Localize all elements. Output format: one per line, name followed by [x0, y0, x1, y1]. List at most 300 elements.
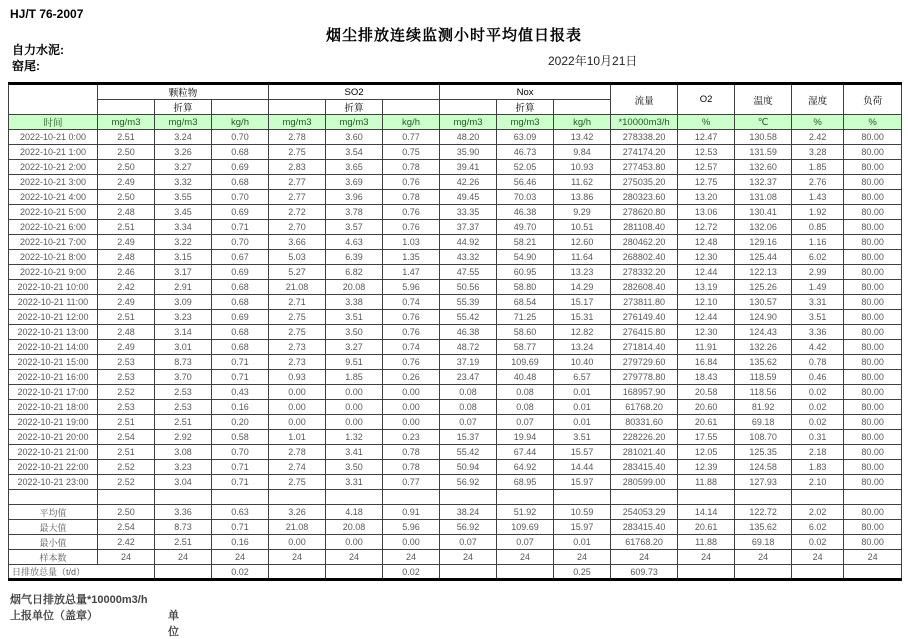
summary-value-cell: 20.08 [326, 520, 383, 535]
value-cell: 15.97 [554, 475, 611, 490]
value-cell: 0.75 [383, 145, 440, 160]
daily-total-value-cell [678, 565, 735, 580]
value-cell: 67.44 [497, 445, 554, 460]
footer-line [10, 607, 179, 638]
daily-total-value-cell [497, 565, 554, 580]
value-cell: 2.54 [98, 430, 155, 445]
value-cell: 0.93 [269, 370, 326, 385]
value-cell: 0.00 [383, 400, 440, 415]
summary-value-cell: 0.16 [212, 535, 269, 550]
value-cell: 2.48 [98, 250, 155, 265]
time-cell: 2022-10-21 13:00 [9, 325, 98, 340]
value-cell: 2.92 [155, 430, 212, 445]
value-cell: 3.28 [792, 145, 844, 160]
value-cell: 80.00 [844, 400, 902, 415]
value-cell: 0.00 [326, 385, 383, 400]
time-cell: 2022-10-21 7:00 [9, 235, 98, 250]
empty-cell [678, 490, 735, 505]
value-cell: 3.60 [326, 130, 383, 145]
standard-code: HJ/T 76-2007 [10, 7, 84, 21]
data-row [9, 175, 902, 190]
value-cell: 17.55 [678, 430, 735, 445]
value-cell: 6.39 [326, 250, 383, 265]
value-cell: 0.76 [383, 205, 440, 220]
col-humidity: 湿度 [792, 84, 844, 115]
col-flow: 流量 [611, 84, 678, 115]
value-cell: 1.35 [383, 250, 440, 265]
value-cell: 37.37 [440, 220, 497, 235]
value-cell: 2.78 [269, 130, 326, 145]
value-cell: 118.59 [735, 370, 792, 385]
value-cell: 280462.20 [611, 235, 678, 250]
value-cell: 276415.80 [611, 325, 678, 340]
blank-cell [212, 100, 269, 115]
value-cell: 0.76 [383, 175, 440, 190]
value-cell: 0.77 [383, 130, 440, 145]
value-cell: 56.92 [440, 475, 497, 490]
value-cell: 279778.80 [611, 370, 678, 385]
time-cell: 2022-10-21 23:00 [9, 475, 98, 490]
time-cell: 2022-10-21 3:00 [9, 175, 98, 190]
value-cell: 80.00 [844, 205, 902, 220]
summary-value-cell: 0.01 [554, 535, 611, 550]
data-row [9, 130, 902, 145]
value-cell: 58.60 [497, 325, 554, 340]
value-cell: 43.32 [440, 250, 497, 265]
summary-value-cell: 20.61 [678, 520, 735, 535]
value-cell: 3.66 [269, 235, 326, 250]
converted-label: 折算 [326, 100, 383, 115]
report-title: 烟尘排放连续监测小时平均值日报表 [325, 27, 582, 44]
data-row [9, 415, 902, 430]
value-cell: 124.90 [735, 310, 792, 325]
flue-gas-total-note: 烟气日排放总量*10000m3/h [10, 594, 148, 606]
value-cell: 14.29 [554, 280, 611, 295]
value-cell: 0.26 [383, 370, 440, 385]
unit-cell: ℃ [735, 115, 792, 130]
summary-value-cell: 24 [269, 550, 326, 565]
value-cell: 0.20 [212, 415, 269, 430]
value-cell: 12.48 [678, 235, 735, 250]
value-cell: 1.49 [792, 280, 844, 295]
value-cell: 0.71 [212, 355, 269, 370]
value-cell: 10.93 [554, 160, 611, 175]
data-row [9, 370, 902, 385]
value-cell: 12.44 [678, 310, 735, 325]
value-cell: 127.93 [735, 475, 792, 490]
value-cell: 0.00 [383, 385, 440, 400]
header-units-row [9, 115, 902, 130]
daily-total-value-cell: 609.73 [611, 565, 678, 580]
summary-value-cell: 24 [212, 550, 269, 565]
value-cell: 2.75 [269, 310, 326, 325]
value-cell: 5.27 [269, 265, 326, 280]
value-cell: 80.00 [844, 190, 902, 205]
value-cell: 1.43 [792, 190, 844, 205]
value-cell: 130.41 [735, 205, 792, 220]
empty-cell [440, 490, 497, 505]
empty-cell [98, 490, 155, 505]
summary-value-cell: 2.54 [98, 520, 155, 535]
data-row [9, 310, 902, 325]
summary-label: 样本数 [9, 550, 98, 565]
summary-value-cell: 24 [792, 550, 844, 565]
value-cell: 3.50 [326, 325, 383, 340]
empty-cell [212, 490, 269, 505]
value-cell: 80.00 [844, 160, 902, 175]
value-cell: 80.00 [844, 175, 902, 190]
value-cell: 0.23 [383, 430, 440, 445]
summary-value-cell: 0.00 [326, 535, 383, 550]
unit-cell: mg/m3 [269, 115, 326, 130]
value-cell: 81.92 [735, 400, 792, 415]
data-row [9, 220, 902, 235]
summary-value-cell: 122.72 [735, 505, 792, 520]
summary-row [9, 535, 902, 550]
group-nox: Nox [440, 84, 611, 100]
unit-cell: mg/m3 [98, 115, 155, 130]
time-cell: 2022-10-21 22:00 [9, 460, 98, 475]
value-cell: 0.07 [497, 415, 554, 430]
value-cell: 0.70 [212, 190, 269, 205]
value-cell: 80.00 [844, 145, 902, 160]
value-cell: 130.58 [735, 130, 792, 145]
value-cell: 15.37 [440, 430, 497, 445]
value-cell: 52.05 [497, 160, 554, 175]
value-cell: 3.01 [155, 340, 212, 355]
summary-row [9, 550, 902, 565]
value-cell: 0.69 [212, 205, 269, 220]
value-cell: 0.08 [440, 400, 497, 415]
value-cell: 4.42 [792, 340, 844, 355]
value-cell: 1.01 [269, 430, 326, 445]
unit-cell: kg/h [212, 115, 269, 130]
value-cell: 69.18 [735, 415, 792, 430]
value-cell: 64.92 [497, 460, 554, 475]
value-cell: 3.65 [326, 160, 383, 175]
summary-value-cell: 24 [497, 550, 554, 565]
value-cell: 0.00 [269, 385, 326, 400]
value-cell: 80.00 [844, 385, 902, 400]
value-cell: 268802.40 [611, 250, 678, 265]
value-cell: 71.25 [497, 310, 554, 325]
value-cell: 1.32 [326, 430, 383, 445]
value-cell: 278338.20 [611, 130, 678, 145]
blank-cell [440, 100, 497, 115]
value-cell: 3.27 [155, 160, 212, 175]
value-cell: 3.31 [326, 475, 383, 490]
data-row [9, 340, 902, 355]
value-cell: 12.39 [678, 460, 735, 475]
unit-cell: mg/m3 [155, 115, 212, 130]
summary-value-cell: 6.02 [792, 520, 844, 535]
daily-total-value-cell: 0.02 [383, 565, 440, 580]
summary-value-cell: 24 [440, 550, 497, 565]
value-cell: 80.00 [844, 475, 902, 490]
time-cell: 2022-10-21 14:00 [9, 340, 98, 355]
value-cell: 0.00 [269, 400, 326, 415]
value-cell: 20.58 [678, 385, 735, 400]
empty-cell [155, 490, 212, 505]
value-cell: 13.06 [678, 205, 735, 220]
value-cell: 0.68 [212, 145, 269, 160]
value-cell: 2.53 [98, 355, 155, 370]
summary-value-cell: 11.88 [678, 535, 735, 550]
time-header-blank [9, 84, 98, 115]
value-cell: 3.24 [155, 130, 212, 145]
value-cell: 21.08 [269, 280, 326, 295]
value-cell: 0.70 [212, 130, 269, 145]
value-cell: 2.49 [98, 175, 155, 190]
value-cell: 0.78 [383, 160, 440, 175]
value-cell: 80331.60 [611, 415, 678, 430]
unit-cell: kg/h [383, 115, 440, 130]
value-cell: 2.77 [269, 175, 326, 190]
daily-total-value-cell [792, 565, 844, 580]
value-cell: 12.60 [554, 235, 611, 250]
blank-cell [554, 100, 611, 115]
value-cell: 2.51 [98, 445, 155, 460]
daily-total-value-cell: 0.02 [212, 565, 269, 580]
value-cell: 50.94 [440, 460, 497, 475]
summary-value-cell: 24 [98, 550, 155, 565]
value-cell: 277453.80 [611, 160, 678, 175]
value-cell: 2.49 [98, 295, 155, 310]
value-cell: 58.21 [497, 235, 554, 250]
value-cell: 13.86 [554, 190, 611, 205]
time-cell: 2022-10-21 11:00 [9, 295, 98, 310]
value-cell: 19.94 [497, 430, 554, 445]
value-cell: 0.58 [212, 430, 269, 445]
value-cell: 2.50 [98, 145, 155, 160]
value-cell: 80.00 [844, 370, 902, 385]
unit-cell: mg/m3 [497, 115, 554, 130]
value-cell: 12.30 [678, 250, 735, 265]
data-row [9, 160, 902, 175]
value-cell: 0.46 [792, 370, 844, 385]
time-cell: 2022-10-21 2:00 [9, 160, 98, 175]
value-cell: 49.45 [440, 190, 497, 205]
value-cell: 2.48 [98, 205, 155, 220]
empty-cell [383, 490, 440, 505]
value-cell: 0.71 [212, 460, 269, 475]
empty-cell [554, 490, 611, 505]
value-cell: 40.48 [497, 370, 554, 385]
blank-cell [98, 100, 155, 115]
value-cell: 278620.80 [611, 205, 678, 220]
summary-value-cell: 24 [383, 550, 440, 565]
value-cell: 11.88 [678, 475, 735, 490]
empty-cell [611, 490, 678, 505]
summary-value-cell: 80.00 [844, 535, 902, 550]
value-cell: 0.02 [792, 400, 844, 415]
value-cell: 12.72 [678, 220, 735, 235]
value-cell: 3.14 [155, 325, 212, 340]
value-cell: 68.54 [497, 295, 554, 310]
empty-cell [497, 490, 554, 505]
value-cell: 0.68 [212, 340, 269, 355]
value-cell: 55.39 [440, 295, 497, 310]
summary-value-cell: 283415.40 [611, 520, 678, 535]
summary-value-cell: 38.24 [440, 505, 497, 520]
value-cell: 0.68 [212, 175, 269, 190]
value-cell: 0.01 [554, 400, 611, 415]
value-cell: 3.27 [326, 340, 383, 355]
value-cell: 55.42 [440, 310, 497, 325]
value-cell: 54.90 [497, 250, 554, 265]
site-label: 窑尾: [12, 59, 40, 73]
value-cell: 63.09 [497, 130, 554, 145]
value-cell: 70.03 [497, 190, 554, 205]
value-cell: 0.01 [554, 415, 611, 430]
value-cell: 3.32 [155, 175, 212, 190]
value-cell: 3.51 [326, 310, 383, 325]
time-cell: 2022-10-21 9:00 [9, 265, 98, 280]
blank-cell [269, 100, 326, 115]
value-cell: 80.00 [844, 130, 902, 145]
value-cell: 80.00 [844, 430, 902, 445]
value-cell: 80.00 [844, 415, 902, 430]
value-cell: 0.67 [212, 250, 269, 265]
time-cell: 2022-10-21 6:00 [9, 220, 98, 235]
summary-value-cell: 4.18 [326, 505, 383, 520]
value-cell: 20.08 [326, 280, 383, 295]
value-cell: 60.95 [497, 265, 554, 280]
value-cell: 4.63 [326, 235, 383, 250]
value-cell: 0.71 [212, 220, 269, 235]
value-cell: 3.23 [155, 310, 212, 325]
value-cell: 0.07 [440, 415, 497, 430]
value-cell: 281021.40 [611, 445, 678, 460]
data-row [9, 250, 902, 265]
value-cell: 0.68 [212, 295, 269, 310]
summary-value-cell: 2.02 [792, 505, 844, 520]
value-cell: 0.16 [212, 400, 269, 415]
value-cell: 2.53 [98, 370, 155, 385]
value-cell: 0.69 [212, 160, 269, 175]
value-cell: 0.68 [212, 325, 269, 340]
value-cell: 2.52 [98, 385, 155, 400]
value-cell: 0.02 [792, 415, 844, 430]
value-cell: 0.76 [383, 325, 440, 340]
summary-value-cell: 10.59 [554, 505, 611, 520]
value-cell: 0.08 [440, 385, 497, 400]
value-cell: 280599.00 [611, 475, 678, 490]
empty-cell [269, 490, 326, 505]
data-row [9, 385, 902, 400]
value-cell: 39.41 [440, 160, 497, 175]
daily-total-value-cell [440, 565, 497, 580]
value-cell: 8.73 [155, 355, 212, 370]
time-cell: 2022-10-21 4:00 [9, 190, 98, 205]
unit-cell: *10000m3/h [611, 115, 678, 130]
value-cell: 58.80 [497, 280, 554, 295]
value-cell: 118.56 [735, 385, 792, 400]
value-cell: 0.78 [792, 355, 844, 370]
summary-value-cell: 135.62 [735, 520, 792, 535]
data-row [9, 445, 902, 460]
summary-value-cell: 24 [678, 550, 735, 565]
value-cell: 3.96 [326, 190, 383, 205]
value-cell: 1.83 [792, 460, 844, 475]
col-temperature: 温度 [735, 84, 792, 115]
time-cell: 2022-10-21 18:00 [9, 400, 98, 415]
summary-value-cell: 15.97 [554, 520, 611, 535]
value-cell: 0.76 [383, 310, 440, 325]
value-cell: 80.00 [844, 445, 902, 460]
value-cell: 33.35 [440, 205, 497, 220]
value-cell: 14.44 [554, 460, 611, 475]
time-header: 时间 [9, 115, 98, 130]
value-cell: 132.37 [735, 175, 792, 190]
value-cell: 9.29 [554, 205, 611, 220]
value-cell: 11.91 [678, 340, 735, 355]
header-group-row [9, 84, 902, 100]
value-cell: 10.40 [554, 355, 611, 370]
value-cell: 3.22 [155, 235, 212, 250]
value-cell: 0.08 [497, 400, 554, 415]
value-cell: 15.57 [554, 445, 611, 460]
summary-value-cell: 24 [326, 550, 383, 565]
value-cell: 0.69 [212, 310, 269, 325]
value-cell: 124.43 [735, 325, 792, 340]
daily-total-row [9, 565, 902, 580]
summary-value-cell: 14.14 [678, 505, 735, 520]
summary-value-cell: 109.69 [497, 520, 554, 535]
unit-cell: % [792, 115, 844, 130]
value-cell: 2.42 [792, 130, 844, 145]
value-cell: 0.69 [212, 265, 269, 280]
value-cell: 3.17 [155, 265, 212, 280]
value-cell: 12.53 [678, 145, 735, 160]
value-cell: 3.09 [155, 295, 212, 310]
value-cell: 9.51 [326, 355, 383, 370]
data-row [9, 265, 902, 280]
value-cell: 2.50 [98, 160, 155, 175]
group-so2: SO2 [269, 84, 440, 100]
value-cell: 281108.40 [611, 220, 678, 235]
time-cell: 2022-10-21 8:00 [9, 250, 98, 265]
summary-value-cell: 24 [554, 550, 611, 565]
value-cell: 0.70 [212, 445, 269, 460]
value-cell: 23.47 [440, 370, 497, 385]
value-cell: 0.71 [212, 475, 269, 490]
summary-label: 最小值 [9, 535, 98, 550]
value-cell: 109.69 [497, 355, 554, 370]
time-cell: 2022-10-21 20:00 [9, 430, 98, 445]
value-cell: 2.53 [155, 385, 212, 400]
value-cell: 275035.20 [611, 175, 678, 190]
time-cell: 2022-10-21 17:00 [9, 385, 98, 400]
value-cell: 35.90 [440, 145, 497, 160]
summary-value-cell: 24 [844, 550, 902, 565]
value-cell: 2.42 [98, 280, 155, 295]
value-cell: 3.36 [792, 325, 844, 340]
summary-value-cell: 24 [155, 550, 212, 565]
value-cell: 3.51 [554, 430, 611, 445]
value-cell: 3.55 [155, 190, 212, 205]
time-cell: 2022-10-21 15:00 [9, 355, 98, 370]
value-cell: 12.05 [678, 445, 735, 460]
value-cell: 11.62 [554, 175, 611, 190]
summary-value-cell: 5.96 [383, 520, 440, 535]
value-cell: 3.38 [326, 295, 383, 310]
value-cell: 2.75 [269, 145, 326, 160]
value-cell: 3.23 [155, 460, 212, 475]
value-cell: 5.03 [269, 250, 326, 265]
report-date: 2022年10月21日 [548, 54, 638, 68]
data-row [9, 325, 902, 340]
